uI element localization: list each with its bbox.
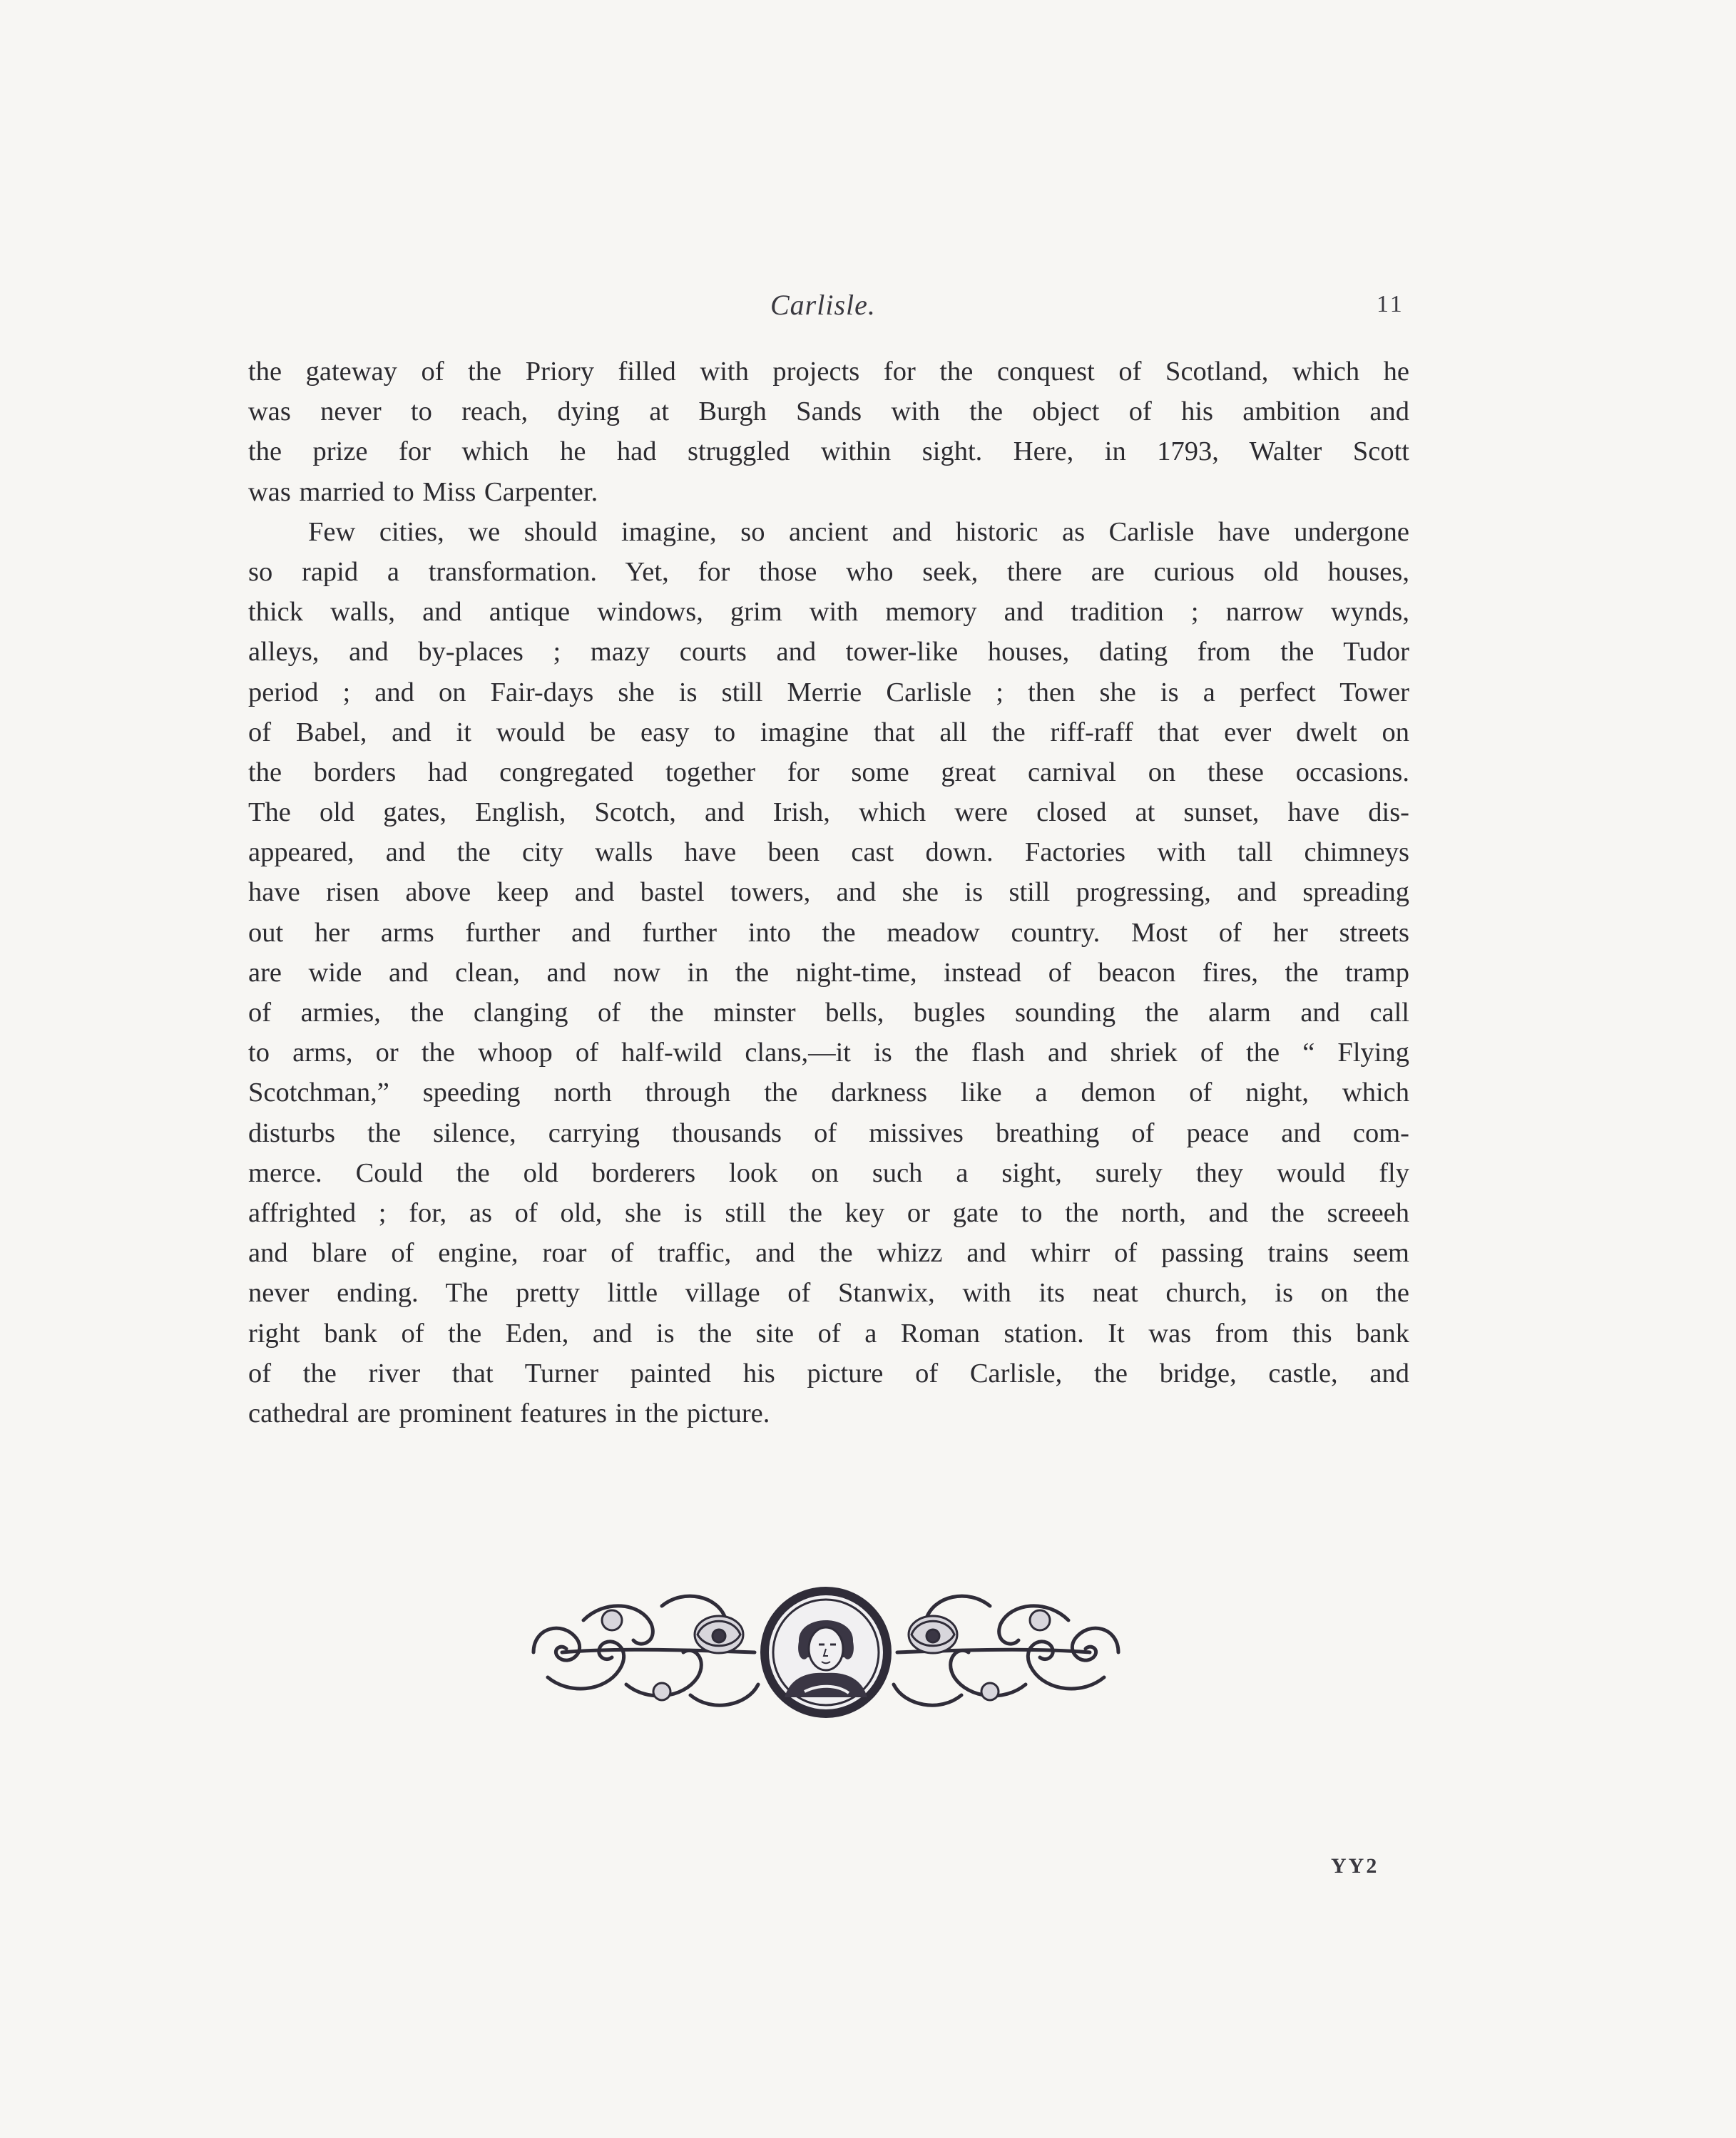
text-line: and blare of engine, roar of traffic, and the whizz and whirr of passing trains seem (248, 1238, 1409, 1269)
running-head (0, 288, 1736, 331)
text-line: the borders had congregated together for some great carnival on these occasions. (248, 757, 1409, 787)
text-line: thick walls, and antique windows, grim with memory and tradition ; narrow wynds, (248, 597, 1409, 628)
paragraph-2 (248, 512, 1409, 1433)
text-line: have risen above keep and bastel towers, and she is still progressing, and spreading (248, 877, 1409, 908)
page-number: 11 (1377, 291, 1404, 317)
text-line: of the river that Turner painted his picture of Carlisle, the bridge, castle, and (248, 1358, 1409, 1388)
paragraph-1 (248, 352, 1409, 512)
text-line: cathedral are prominent features in the picture. (248, 1398, 770, 1428)
text-line: Few cities, we should imagine, so ancient and historic as Carlisle have undergone (308, 516, 1409, 547)
text-line: disturbs the silence, carrying thousands of missives breathing of peace and com- (248, 1117, 1409, 1148)
text-line: the prize for which he had struggled within sight. Here, in 1793, Walter Scott (248, 436, 1409, 467)
text-line: to arms, or the whoop of half-wild clans,—it is the flash and shriek of the “ Flying (248, 1038, 1409, 1068)
text-line: Scotchman,” speeding north through the darkness like a demon of night, which (248, 1078, 1409, 1108)
text-line: affrighted ; for, as of old, she is still the key or gate to the north, and the screeeh (248, 1197, 1409, 1228)
text-line: was married to Miss Carpenter. (248, 476, 598, 507)
text-line: merce. Could the old borderers look on such a sight, surely they would fly (248, 1157, 1409, 1188)
body-text (248, 352, 1409, 1433)
text-line: are wide and clean, and now in the night-time, instead of beacon fires, the tramp (248, 957, 1409, 988)
text-line: the gateway of the Priory filled with projects for the conquest of Scotland, which he (248, 357, 1409, 387)
text-line: appeared, and the city walls have been cast down. Factories with tall chimneys (248, 837, 1409, 868)
text-line: so rapid a transformation. Yet, for those who seek, there are curious old houses, (248, 556, 1409, 587)
signature-mark: YY2 (1331, 1854, 1379, 1878)
text-line: alleys, and by-places ; mazy courts and tower-like houses, dating from the Tudor (248, 637, 1409, 668)
text-line: was never to reach, dying at Burgh Sands with the object of his ambition and (248, 397, 1409, 427)
text-line: The old gates, English, Scotch, and Irish, which were closed at sunset, have dis- (248, 797, 1409, 828)
running-title: Carlisle. (770, 289, 876, 321)
text-line: of armies, the clanging of the minster bells, bugles sounding the alarm and call (248, 998, 1409, 1028)
text-line: right bank of the Eden, and is the site of a Roman station. It was from this bank (248, 1318, 1409, 1349)
text-line: out her arms further and further into the meadow country. Most of her streets (248, 917, 1409, 948)
text-line: never ending. The pretty little village of Stanwix, with its neat church, is on the (248, 1278, 1409, 1309)
floral-tailpiece-with-portrait-medallion-icon (519, 1577, 1133, 1727)
text-line: of Babel, and it would be easy to imagine that all the riff-raff that ever dwelt on (248, 717, 1409, 747)
text-line: period ; and on Fair-days she is still Merrie Carlisle ; then she is a perfect Tower (248, 677, 1409, 707)
